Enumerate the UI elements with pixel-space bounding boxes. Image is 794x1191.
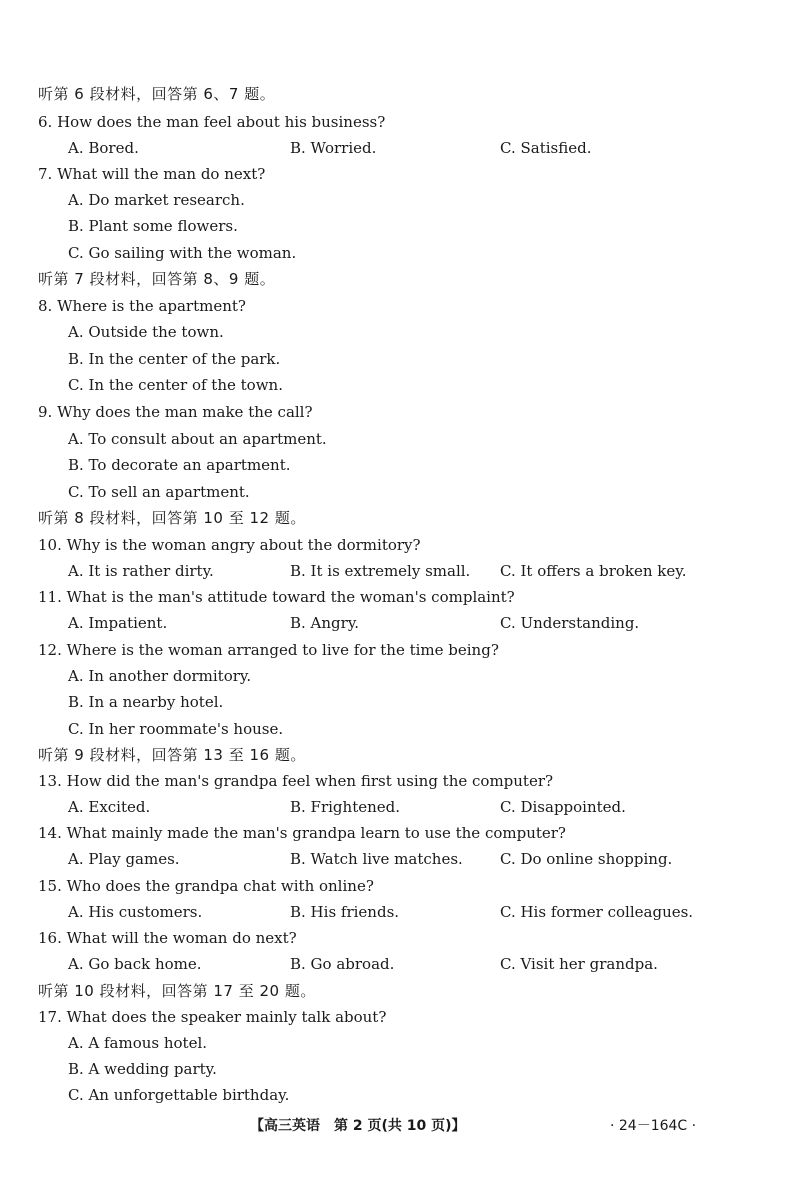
option-c: C. To sell an apartment. xyxy=(68,483,250,501)
option-a: A. To consult about an apartment. xyxy=(68,430,327,448)
option-c: C. Visit her grandpa. xyxy=(500,955,658,973)
option-b: B. Watch live matches. xyxy=(290,850,463,868)
option-c: C. An unforgettable birthday. xyxy=(68,1086,290,1104)
question-15: 15. Who does the grandpa chat with online? xyxy=(38,877,374,895)
option-c: C. In her roommate's house. xyxy=(68,720,284,738)
option-a: A. Impatient. xyxy=(68,614,168,632)
question-6: 6. How does the man feel about his business? xyxy=(38,113,386,131)
option-b: B. In the center of the park. xyxy=(68,350,281,368)
option-a: A. In another dormitory. xyxy=(68,667,252,685)
option-a: A. His customers. xyxy=(68,903,203,921)
question-14: 14. What mainly made the man's grandpa learn to use the computer? xyxy=(38,824,566,842)
option-a: A. Excited. xyxy=(68,798,151,816)
option-b: B. It is extremely small. xyxy=(290,562,471,580)
question-7: 7. What will the man do next? xyxy=(38,165,266,183)
option-b: B. In a nearby hotel. xyxy=(68,693,224,711)
options-row xyxy=(0,849,794,869)
options-row xyxy=(0,561,794,581)
options-row xyxy=(0,138,794,158)
question-17: 17. What does the speaker mainly talk about? xyxy=(38,1008,387,1026)
option-b: B. A wedding party. xyxy=(68,1060,217,1078)
option-b: B. Go abroad. xyxy=(290,955,395,973)
section-heading: 听第 10 段材料，回答第 17 至 20 题。 xyxy=(38,982,316,1000)
option-a: A. Do market research. xyxy=(68,191,245,209)
question-12: 12. Where is the woman arranged to live for the time being? xyxy=(38,641,499,659)
option-b: B. Plant some flowers. xyxy=(68,217,238,235)
section-heading: 听第 7 段材料，回答第 8、9 题。 xyxy=(38,270,276,288)
question-9: 9. Why does the man make the call? xyxy=(38,403,313,421)
option-a: A. Outside the town. xyxy=(68,323,224,341)
option-b: B. Frightened. xyxy=(290,798,401,816)
options-row xyxy=(0,613,794,633)
option-b: B. Worried. xyxy=(290,139,377,157)
section-heading: 听第 9 段材料，回答第 13 至 16 题。 xyxy=(38,746,306,764)
option-a: A. It is rather dirty. xyxy=(68,562,214,580)
section-heading: 听第 6 段材料，回答第 6、7 题。 xyxy=(38,85,276,103)
question-13: 13. How did the man's grandpa feel when first using the computer? xyxy=(38,772,554,790)
option-a: A. Bored. xyxy=(68,139,139,157)
page-footer xyxy=(0,1115,794,1137)
option-c: C. His former colleagues. xyxy=(500,903,694,921)
question-11: 11. What is the man's attitude toward the woman's complaint? xyxy=(38,588,515,606)
option-c: C. It offers a broken key. xyxy=(500,562,687,580)
question-8: 8. Where is the apartment? xyxy=(38,297,246,315)
footer-page-label: 【高三英语 第 2 页(共 10 页)】 xyxy=(250,1118,466,1134)
option-c: C. Satisfied. xyxy=(500,139,592,157)
section-heading: 听第 8 段材料，回答第 10 至 12 题。 xyxy=(38,509,306,527)
question-10: 10. Why is the woman angry about the dormitory? xyxy=(38,536,421,554)
option-c: C. Do online shopping. xyxy=(500,850,673,868)
option-a: A. Go back home. xyxy=(68,955,202,973)
option-a: A. A famous hotel. xyxy=(68,1034,208,1052)
options-row xyxy=(0,797,794,817)
option-c: C. Disappointed. xyxy=(500,798,626,816)
option-c: C. Go sailing with the woman. xyxy=(68,244,297,262)
option-a: A. Play games. xyxy=(68,850,180,868)
option-c: C. Understanding. xyxy=(500,614,640,632)
options-row xyxy=(0,954,794,974)
option-b: B. To decorate an apartment. xyxy=(68,456,291,474)
question-16: 16. What will the woman do next? xyxy=(38,929,297,947)
option-b: B. His friends. xyxy=(290,903,400,921)
footer-code: · 24－164C · xyxy=(610,1118,697,1134)
options-row xyxy=(0,902,794,922)
option-b: B. Angry. xyxy=(290,614,360,632)
option-c: C. In the center of the town. xyxy=(68,376,283,394)
